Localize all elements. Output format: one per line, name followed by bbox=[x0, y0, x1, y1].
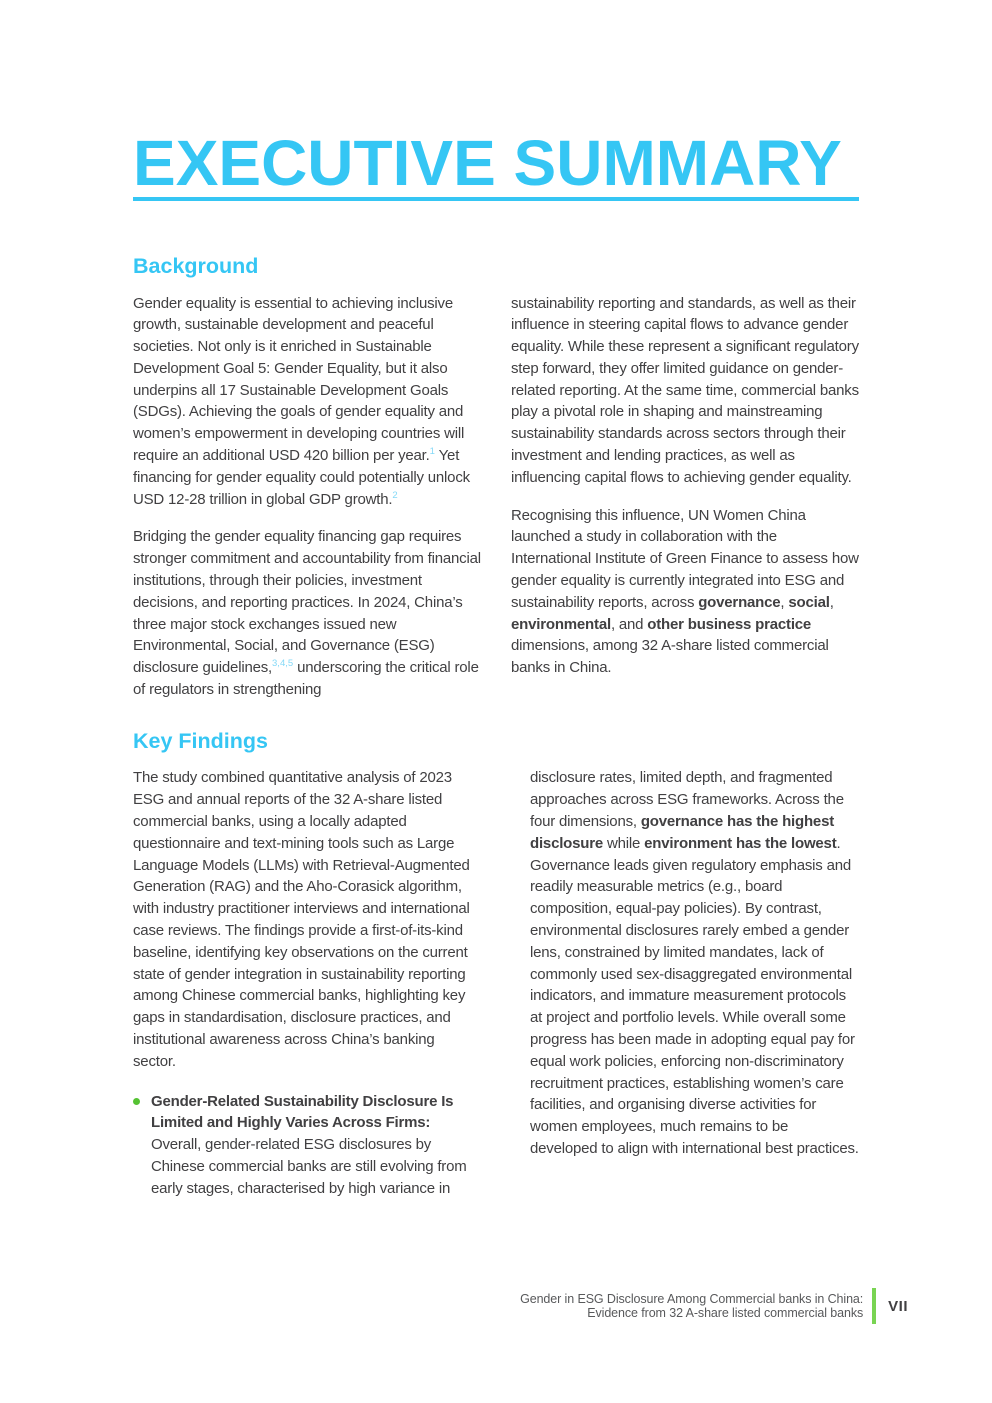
page-number: VII bbox=[888, 1297, 908, 1315]
footer-divider-bar bbox=[872, 1288, 876, 1324]
page-footer bbox=[520, 1288, 908, 1324]
bold-text: Gender-Related Sustainability Disclosure Is Limited and Highly Varies Across Firms: bbox=[151, 1092, 454, 1132]
body-text: , bbox=[829, 593, 834, 611]
body-text: Overall, gender-related ESG disclosures by Chinese commercial banks are still evolving from early stages, characterised by high variance in bbox=[151, 1136, 467, 1197]
footer-title-line-1: Gender in ESG Disclosure Among Commercial banks in China: bbox=[520, 1291, 864, 1306]
body-text: Yet financing for gender equality could potentially unlock USD 12-28 trillion in global GDP growth. bbox=[133, 447, 470, 508]
body-text: underscoring the critical role of regulators in strengthening bbox=[133, 659, 479, 699]
paragraph bbox=[133, 293, 481, 511]
background-section bbox=[133, 256, 859, 701]
paragraph: sustainability reporting and standards, as well as their influence in steering capital flows to advance gender equality. While these represent a significant regulatory step forward, they offer limited guidance on gender-related reporting. At the same time, commercial banks play a pivotal role in shaping and mainstreaming sustainability standards across sectors through their investment and lending practices, as well as influencing capital flows to achieving gender equality. bbox=[511, 294, 859, 486]
paragraph bbox=[511, 505, 859, 679]
footnote-ref-3-4-5[interactable]: 3,4,5 bbox=[272, 658, 294, 670]
body-text: dimensions, among 32 A-share listed commercial banks in China. bbox=[511, 637, 829, 677]
bullet-paragraph bbox=[151, 1091, 481, 1200]
key-findings-heading: Key Findings bbox=[133, 728, 268, 753]
bold-text: environment has the lowest bbox=[644, 834, 837, 852]
key-findings-columns bbox=[133, 767, 859, 1199]
bullet-continuation-paragraph bbox=[511, 767, 859, 1159]
key-findings-left-column bbox=[133, 767, 481, 1199]
body-text: Recognising this influence, UN Women China launched a study in collaboration with the International Institute of Green Finance to assess how gender equality is currently integrated into ESG and sustainability reports, across bbox=[511, 506, 859, 611]
bold-text: other business practice bbox=[647, 615, 812, 633]
background-right-column bbox=[511, 293, 859, 701]
body-text: , and bbox=[610, 615, 648, 633]
key-findings-right-column bbox=[511, 767, 859, 1199]
page-content bbox=[133, 0, 859, 1199]
page-title: EXECUTIVE SUMMARY bbox=[133, 131, 859, 201]
bullet-item bbox=[133, 1091, 481, 1200]
bold-text: governance bbox=[698, 593, 781, 611]
body-text: . Governance leads given regulatory emphasis and readily measurable metrics (e.g., board composition, equal-pay policies). By contrast, environmental disclosures rarely embed a gender lens, constrained by limited mandates, lack of commonly used sex-disaggregated environmental indicators, and immature measurement protocols at project and portfolio levels. While overall some progress has been made in adopting equal pay for equal work policies, enforcing non-discriminatory recruitment practices, establishing women’s care facilities, and organising diverse activities for women employees, much remains to be developed to align with international best practices. bbox=[530, 834, 859, 1157]
body-text: while bbox=[603, 834, 645, 852]
body-text: disclosure rates, limited depth, and fragmented approaches across ESG frameworks. Across the four dimensions, bbox=[530, 769, 844, 830]
footer-title-line-2: Evidence from 32 A-share listed commercial banks bbox=[587, 1306, 864, 1320]
background-left-column bbox=[133, 293, 481, 701]
bold-text: social bbox=[788, 593, 830, 611]
key-findings-section bbox=[133, 728, 859, 1200]
body-text: Bridging the gender equality financing gap requires stronger commitment and accountability from financial institutions, through their policies, investment decisions, and reporting practices. In 2024, China’s three major stock exchanges issued new Environmental, Social, and Governance (ESG) disclosure guidelines, bbox=[133, 528, 481, 677]
bold-text: governance has the highest disclosure bbox=[530, 812, 835, 852]
bullet-icon bbox=[133, 1098, 140, 1105]
footnote-ref-1[interactable]: 1 bbox=[429, 446, 435, 458]
footnote-ref-2[interactable]: 2 bbox=[392, 489, 398, 501]
background-columns bbox=[133, 293, 859, 701]
footer-report-title bbox=[520, 1292, 863, 1321]
paragraph: The study combined quantitative analysis of 2023 ESG and annual reports of the 32 A-share listed commercial banks, using a locally adapted questionnaire and text-mining tools such as Large Language Models (LLMs) with Retrieval-Augmented Generation (RAG) and the Aho-Corasick algorithm, with industry practitioner interviews and international case reviews. The findings provide a first-of-its-kind baseline, identifying key observations on the current state of gender integration in sustainability reporting among Chinese commercial banks, highlighting key gaps in standardisation, disclosure practices, and institutional awareness across China’s banking sector. bbox=[133, 769, 470, 1070]
background-heading: Background bbox=[133, 254, 259, 278]
bold-text: environmental bbox=[511, 615, 611, 633]
body-text: , bbox=[780, 593, 789, 611]
paragraph bbox=[133, 526, 481, 700]
body-text: Gender equality is essential to achieving inclusive growth, sustainable development and peaceful societies. Not only is it enriched in Sustainable Development Goal 5: Gender Equality, but it also underpins all 17 Sustainable Development Goals (SDGs). Achieving the goals of gender equality and women’s empowerment in developing countries will require an additional USD 420 billion per year. bbox=[133, 294, 465, 465]
